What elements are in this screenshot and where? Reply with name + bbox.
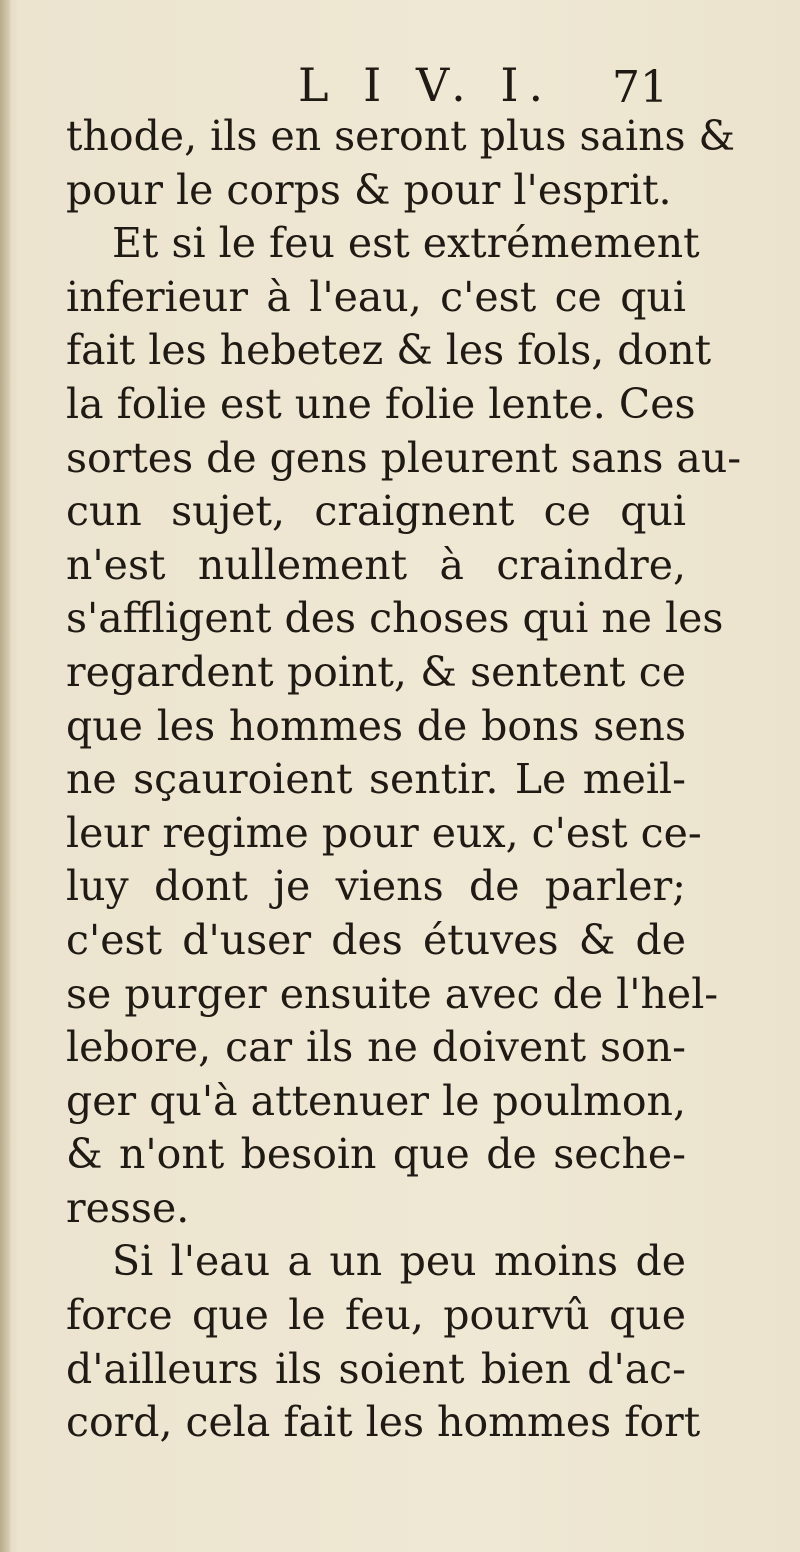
text-line: thode, ils en seront plus sains & xyxy=(66,112,736,160)
text-line: regardent point, & sentent ce xyxy=(66,647,686,696)
text-line: leur regime pour eux, c'est ce- xyxy=(66,808,702,857)
text-line: c'est d'user des étuves & de xyxy=(66,915,686,964)
text-line: cord, cela fait les hommes fort xyxy=(66,1398,701,1447)
text-line: la folie est une folie lente. Ces xyxy=(66,379,696,428)
text-line: & n'ont besoin que de seche- xyxy=(66,1130,686,1179)
paragraph-start-line: Et si le feu est extrémement xyxy=(112,219,700,268)
page-gutter xyxy=(0,0,10,1552)
text-line: resse. xyxy=(66,1183,190,1232)
text-line: ne sçauroient sentir. Le meil- xyxy=(66,755,686,804)
text-line: fait les hebetez & les fols, dont xyxy=(66,326,712,375)
page-text xyxy=(66,110,742,1450)
text-line: inferieur à l'eau, c'est ce qui xyxy=(66,272,686,321)
text-line: cun sujet, craignent ce qui xyxy=(66,487,686,536)
text-line: force que le feu, pourvû que xyxy=(66,1291,686,1340)
text-line: que les hommes de bons sens xyxy=(66,701,686,750)
text-line: se purger ensuite avec de l'hel- xyxy=(66,969,719,1018)
text-line: pour le corps & pour l'esprit. xyxy=(66,165,672,214)
page-number: 71 xyxy=(612,62,668,113)
text-line: s'affligent des choses qui ne les xyxy=(66,594,724,643)
text-line: ger qu'à attenuer le poulmon, xyxy=(66,1076,686,1125)
text-line: sortes de gens pleurent sans au- xyxy=(66,433,742,482)
text-line: lebore, car ils ne doivent son- xyxy=(66,1023,686,1072)
text-line: luy dont je viens de parler; xyxy=(66,862,686,911)
page-header xyxy=(0,58,800,118)
running-head: L I V. I. xyxy=(298,58,554,112)
text-line: n'est nullement à craindre, xyxy=(66,540,686,589)
text-line: d'ailleurs ils soient bien d'ac- xyxy=(66,1344,686,1393)
paragraph-start-line: Si l'eau a un peu moins de xyxy=(112,1237,686,1286)
